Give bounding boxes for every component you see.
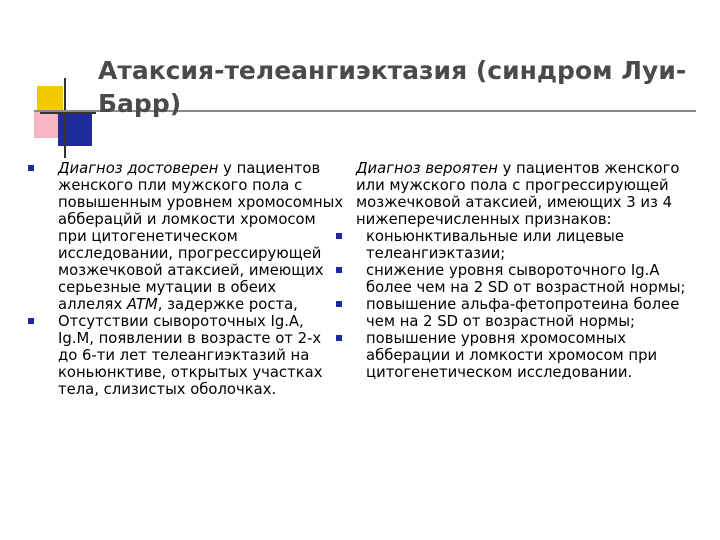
square-bullet-icon xyxy=(336,267,342,273)
probable-diagnosis-intro xyxy=(330,160,702,228)
slide-title: Атаксия-телеангиэктазия (синдром Луи-Барр) xyxy=(98,56,687,118)
left-column xyxy=(24,160,344,398)
probable-diagnosis-text: у пациентов женского или мужского пола с прогрессирующей мозжечковой атаксией, имеющих 3 из 4 нижеперечисленных признаков: xyxy=(356,160,680,228)
left-bullet-item xyxy=(24,313,344,398)
square-bullet-icon xyxy=(336,233,342,239)
square-bullet-icon xyxy=(336,301,342,307)
probable-diagnosis-lead: Диагноз вероятен xyxy=(356,160,498,177)
square-bullet-icon xyxy=(336,335,342,341)
criterion-text: повышение уровня хромосомных абберации и ломкости хромосом при цитогенетическом исследовании. xyxy=(366,330,658,381)
right-bullet-item xyxy=(330,296,702,330)
right-column xyxy=(330,160,702,381)
definite-diagnosis-tail: , задержке роста, xyxy=(157,296,298,313)
right-bullet-item xyxy=(330,330,702,381)
criterion-text: коньюнктивальные или лицевые телеангиэктазии; xyxy=(366,228,624,262)
square-bullet-icon xyxy=(28,318,34,324)
absence-text: Отсутствии сывороточных Ig.A, Ig.M, появлении в возрасте от 2-х до 6-ти лет телеангиэктазий на коньюнктиве, открытых участках тела, слизистых оболочках. xyxy=(58,313,323,398)
gene-name: ATM xyxy=(126,296,158,313)
criterion-text: снижение уровня сывороточного Ig.A более чем на 2 SD от возрастной нормы; xyxy=(366,262,686,296)
decor-pink-square xyxy=(34,112,58,138)
definite-diagnosis-lead: Диагноз достоверен xyxy=(58,160,219,177)
definite-diagnosis-text: у пациентов женского пли мужского пола с повышенным уровнем хромосомных абберацйй и ломкости хромосом при цитогенетическом исследовании, прогрессирующей мозжечковой атаксией, имеющих серьезные мутации в обеих аллелях xyxy=(58,160,344,313)
criterion-text: повышение альфа-фетопротеина более чем на 2 SD от возрастной нормы; xyxy=(366,296,680,330)
decor-vertical-line xyxy=(64,78,66,158)
left-bullet-item xyxy=(24,160,344,313)
right-bullet-item xyxy=(330,262,702,296)
decor-horizontal-line xyxy=(40,112,96,114)
square-bullet-icon xyxy=(28,165,34,171)
right-bullet-item xyxy=(330,228,702,262)
